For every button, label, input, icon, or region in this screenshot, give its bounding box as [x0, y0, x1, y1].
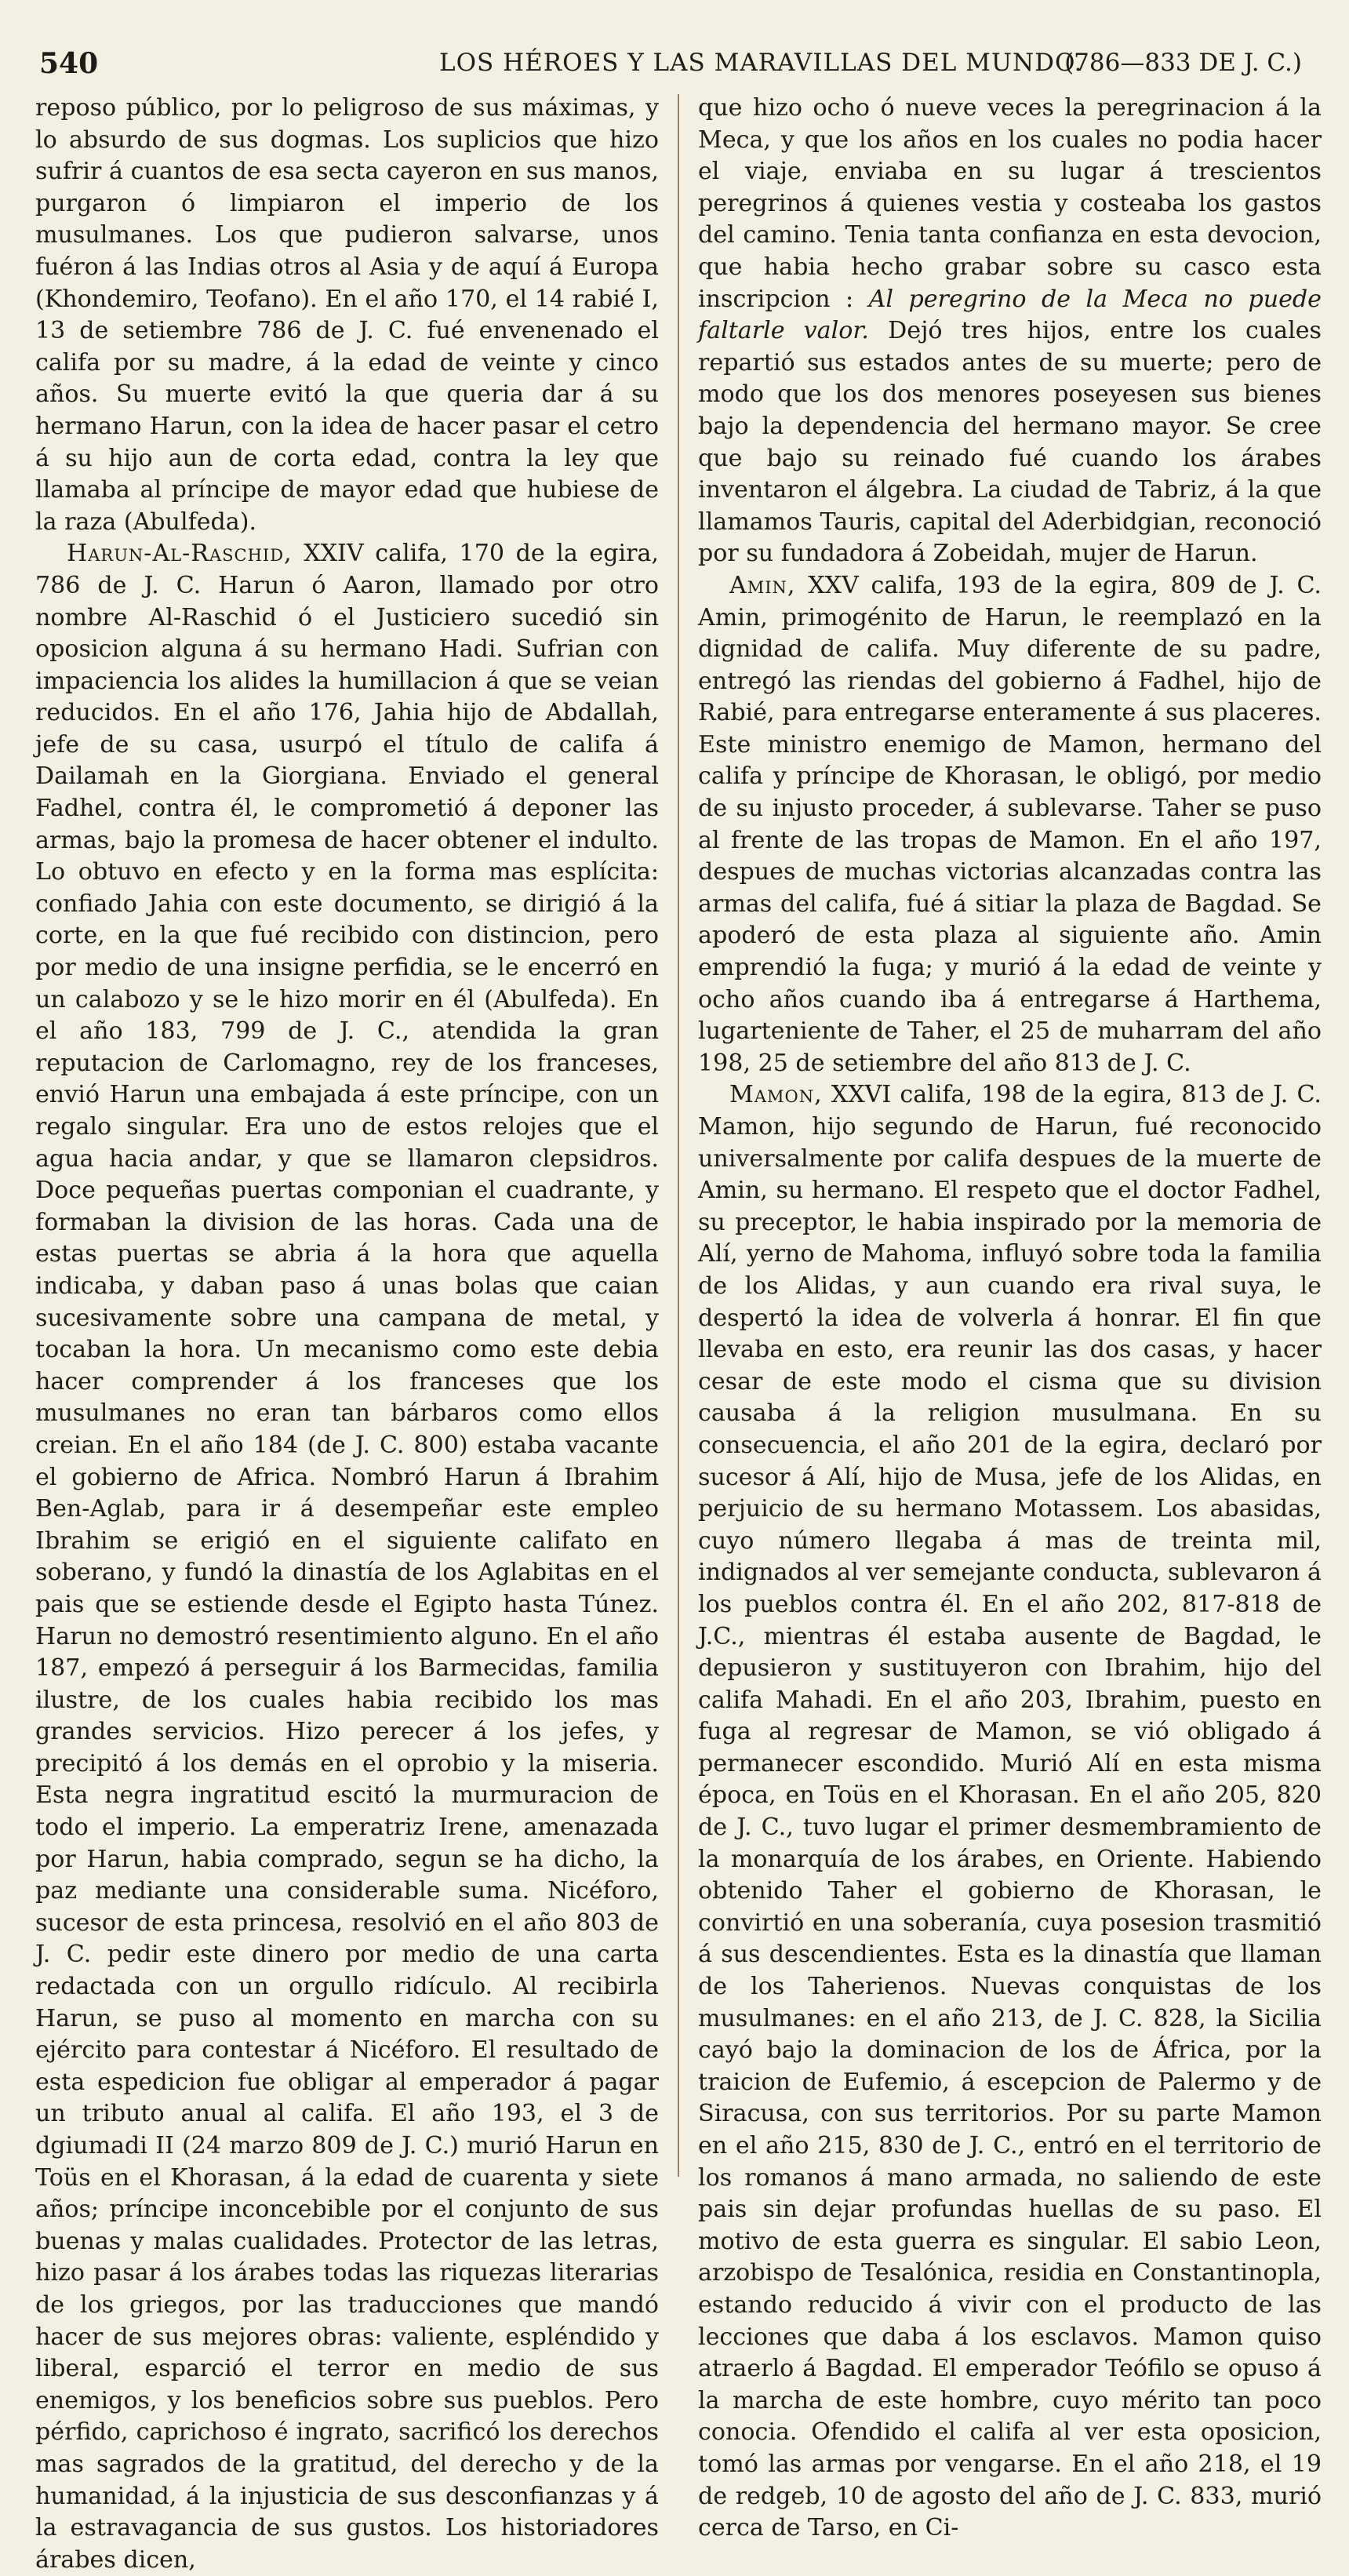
caliph-name-harun: Harun-Al-Raschid,	[67, 540, 293, 568]
helmet-inscription: Al peregrino de la Meca no puede faltarle valor.	[698, 285, 1322, 345]
paragraph-harun-text: XXIV califa, 170 de la egira, 786 de J. C. Harun ó Aaron, llamado por otro nombre Al-Raschid ó el Justiciero sucedió sin oposicion alguna á su hermano Hadi. Sufrian con impaciencia los alides la humillacion á que se veian reducidos. En el año 176, Jahia hijo de Abdallah, jefe de su casa, usurpó el título de califa á Dailamah en la Giorgiana. Enviado el general Fadhel, contra él, le comprometió á deponer las armas, bajo la promesa de hacer obtener el indulto. Lo obtuvo en efecto y en la forma mas esplícita: confiado Jahia con este documento, se dirigió á la corte, en la que fué recibido con distincion, pero por medio de una insigne perfidia, se le encerró en un calabozo y se le hizo morir en él (Abulfeda). En el año 183, 799 de J. C., atendida la gran reputacion de Carlomagno, rey de los franceses, envió Harun una embajada á este príncipe, con un regalo singular. Era uno de estos relojes que el agua hacia andar, y que se llamaron clepsidros. Doce pequeñas puertas componian el cuadrante, y formaban la division de las horas. Cada una de estas puertas se abria á la hora que aquella indicaba, y daban paso á unas bolas que caian sucesivamente sobre una campana de metal, y tocaban la hora. Un mecanismo como este debia hacer comprender á los franceses que los musulmanes no eran tan bárbaros como ellos creian. En el año 184 (de J. C. 800) estaba vacante el gobierno de Africa. Nombró Harun á Ibrahim Ben-Aglab, para ir á desempeñar este empleo Ibrahim se erigió en el siguiente califato en soberano, y fundó la dinastía de los Aglabitas en el pais que se estiende desde el Egipto hasta Túnez. Harun no demostró resentimiento alguno. En el año 187, empezó á perseguir á los Barmecidas, familia ilustre, de los cuales habia recibido los mas grandes servicios. Hizo perecer á los jefes, y precipitó á los demás en el oprobio y la miseria. Esta negra ingratitud escitó la murmuracion de todo el imperio. La emperatriz Irene, amenazada por Harun, habia comprado, segun se ha dicho, la paz mediante una considerable suma. Nicéforo, sucesor de esta princesa, resolvió en el año 803 de J. C. pedir este dinero por medio de una carta redactada con un orgullo ridículo. Al recibirla Harun, se puso al momento en marcha con su ejército para contestar á Nicéforo. El resultado de esta espedicion fue obligar al emperador á pagar un tributo anual al califa. El año 193, el 3 de dgiumadi II (24 marzo 809 de J. C.) murió Harun en Toüs en el Khorasan, á la edad de cuarenta y siete años; príncipe inconcebible por el conjunto de sus buenas y malas cualidades. Protector de las letras, hizo pasar á los árabes todas las riquezas literarias de los griegos, por las traducciones que mandó hacer de sus mejores obras: valiente, espléndido y liberal, esparció el terror en medio de sus enemigos, y los beneficios sobre sus pueblos. Pero pérfido, caprichoso é ingrato, sacrificó los derechos mas sagrados de la gratitud, del derecho y de la humanidad, á la injusticia de sus desconfianzas y á la estravagancia de sus gustos. Los historiadores árabes dicen,	[35, 540, 659, 2574]
date-range: (786—833 DE J. C.)	[1064, 49, 1302, 77]
paragraph-harun-end	[698, 93, 1322, 570]
running-title: LOS HÉROES Y LAS MARAVILLAS DEL MUNDO.	[439, 49, 1083, 77]
paragraph-hadi-end: reposo público, por lo peligroso de sus máximas, y lo absurdo de sus dogmas. Los suplicios que hizo sufrir á cuantos de esa secta cayeron en sus manos, purgaron ó limpiaron el imperio de los musulmanes. Los que pudieron salvarse, unos fuéron á las Indias otros al Asia y de aquí á Europa (Khondemiro, Teofano). En el año 170, el 14 rabié I, 13 de setiembre 786 de J. C. fué envenenado el califa por su madre, á la edad de veinte y cinco años. Su muerte evitó la que queria dar á su hermano Harun, con la idea de hacer pasar el cetro á su hijo aun de corta edad, contra la ley que llamaba al príncipe de mayor edad que hubiese de la raza (Abulfeda).	[35, 94, 659, 536]
right-column	[698, 93, 1322, 2545]
caliph-name-mamon: Mamon,	[729, 1081, 823, 1109]
column-divider	[678, 94, 679, 2177]
page-number: 540	[39, 47, 99, 80]
paragraph-harun	[35, 538, 659, 2576]
paragraph-harun-end-rest: Dejó tres hijos, entre los cuales repartió sus estados antes de su muerte; pero de modo que los dos menores poseyesen sus bienes bajo la dependencia del hermano mayor. Se cree que bajo su reinado fué cuando los árabes inventaron el álgebra. La ciudad de Tabriz, á la que llamamos Tauris, capital del Aderbidgian, reconoció por su fundadora á Zobeidah, mujer de Harun.	[698, 317, 1322, 568]
paragraph-amin-text: XXV califa, 193 de la egira, 809 de J. C. Amin, primogénito de Harun, le reemplazó en la dignidad de califa. Muy diferente de su padre, entregó las riendas del gobierno á Fadhel, hijo de Rabié, para entregarse enteramente á sus placeres. Este ministro enemigo de Mamon, hermano del califa y príncipe de Khorasan, le obligó, por medio de su injusto proceder, á sublevarse. Taher se puso al frente de las tropas de Mamon. En el año 197, despues de muchas victorias alcanzadas contra las armas del califa, fué á sitiar la plaza de Bagdad. Se apoderó de esta plaza al siguiente año. Amin emprendió la fuga; y murió á la edad de veinte y ocho años cuando iba á entregarse á Harthema, lugarteniente de Taher, el 25 de muharram del año 198, 25 de setiembre del año 813 de J. C.	[698, 571, 1322, 1077]
paragraph-harun-end-start: que hizo ocho ó nueve veces la peregrinacion á la Meca, y que los años en los cuales no podia hacer el viaje, enviaba en su lugar á trescientos peregrinos á quienes vestia y costeaba los gastos del camino. Tenia tanta confianza en esta devocion, que habia hecho grabar sobre su casco esta inscripcion :	[698, 94, 1322, 313]
paragraph-mamon	[698, 1079, 1322, 2544]
paragraph-amin	[698, 570, 1322, 1080]
paragraph-mamon-text: XXVI califa, 198 de la egira, 813 de J. C. Mamon, hijo segundo de Harun, fué reconocido universalmente por califa despues de la muerte de Amin, su hermano. El respeto que el doctor Fadhel, su preceptor, le habia inspirado por la memoria de Alí, yerno de Mahoma, influyó sobre toda la familia de los Alidas, y aun cuando era rival suya, le despertó la idea de volverla á honrar. El fin que llevaba en esto, era reunir las dos casas, y hacer cesar de este modo el cisma que su division causaba á la religion musulmana. En su consecuencia, el año 201 de la egira, declaró por sucesor á Alí, hijo de Musa, jefe de los Alidas, en perjuicio de su hermano Motassem. Los abasidas, cuyo número llegaba á mas de treinta mil, indignados al ver semejante conducta, sublevaron á los pueblos contra él. En el año 202, 817-818 de J.C., mientras él estaba ausente de Bagdad, le depusieron y sustituyeron con Ibrahim, hijo del califa Mahadi. En el año 203, Ibrahim, puesto en fuga al regresar de Mamon, se vió obligado á permanecer escondido. Murió Alí en esta misma época, en Toüs en el Khorasan. En el año 205, 820 de J. C., tuvo lugar el primer desmembramiento de la monarquía de los árabes, en Oriente. Habiendo obtenido Taher el gobierno de Khorasan, le convirtió en una soberanía, cuya posesion trasmitió á sus descendientes. Esta es la dinastía que llaman de los Taherienos. Nuevas conquistas de los musulmanes: en el año 213, de J. C. 828, la Sicilia cayó bajo la dominacion de los de África, por la traicion de Eufemio, á escepcion de Palermo y de Siracusa, con sus territorios. Por su parte Mamon en el año 215, 830 de J. C., entró en el territorio de los romanos á mano armada, no saliendo de este pais sin dejar profundas huellas de su paso. El motivo de esta guerra es singular. El sabio Leon, arzobispo de Tesalónica, residia en Constantinopla, estando reducido á vivir con el producto de las lecciones que daba á los esclavos. Mamon quiso atraerlo á Bagdad. El emperador Teófilo se opuso á la marcha de este hombre, cuyo mérito tan poco conocia. Ofendido el califa al ver esta oposicion, tomó las armas por vengarse. En el año 218, el 19 de redgeb, 10 de agosto del año de J. C. 833, murió cerca de Tarso, en Ci-	[698, 1081, 1322, 2542]
left-column	[35, 93, 659, 2576]
caliph-name-amin: Amin,	[729, 571, 796, 599]
page-header	[39, 47, 1302, 94]
